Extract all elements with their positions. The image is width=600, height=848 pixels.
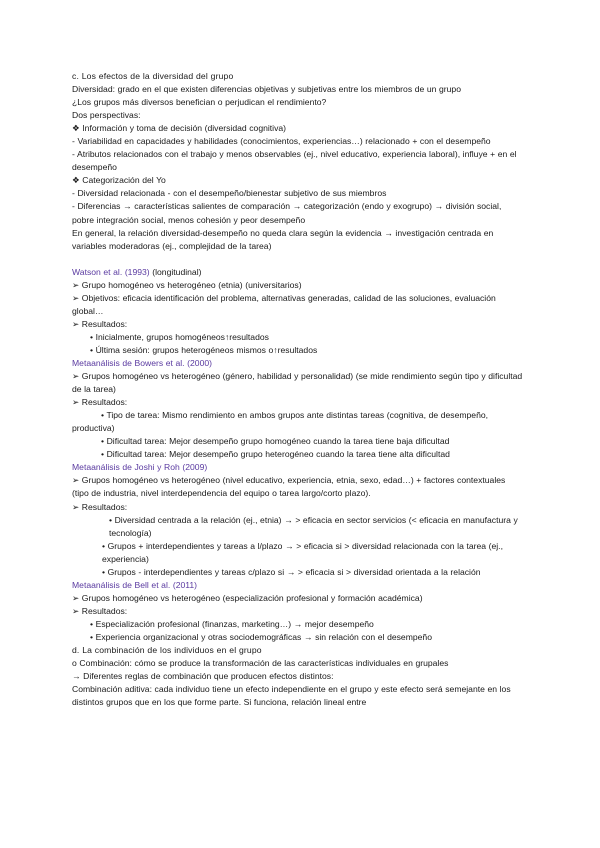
document-page <box>72 70 524 709</box>
text-line <box>72 70 524 83</box>
text-line <box>72 448 524 461</box>
line-text: ¿Los grupos más diversos benefician o perjudican el rendimiento? <box>72 97 327 108</box>
text-line <box>72 501 524 514</box>
reference-heading <box>72 266 524 279</box>
line-text: • Grupos + interdependientes y tareas a l/plazo → > eficacia si > diversidad relacionada con la tarea (ej., experiencia) <box>102 540 503 564</box>
line-text: ➢ Grupos homogéneo vs heterogéneo (nivel educativo, experiencia, etnia, sexo, edad…) + factores contextuales (tipo de industria, nivel interdependencia del equipo o tarea largo/corto plazo). <box>72 475 506 499</box>
text-line <box>72 409 524 422</box>
text-line <box>72 474 524 500</box>
reference-suffix: (longitudinal) <box>149 266 202 277</box>
line-text: - Atributos relacionados con el trabajo y menos observables (ej., nivel educativo, experiencia laboral), influye + en el desempeño <box>72 149 517 173</box>
line-text: • Especialización profesional (finanzas, marketing…) → mejor desempeño <box>90 618 374 629</box>
reference-heading <box>72 357 524 370</box>
line-text: c. Los efectos de la diversidad del grupo <box>72 71 234 81</box>
line-text: Diversidad: grado en el que existen diferencias objetivas y subjetivas entre los miembros de un grupo <box>72 84 461 95</box>
line-text: - Diferencias → características salientes de comparación → categorización (endo y exogrupo) → división social, pobre integración social, menos cohesión y peor desempeño <box>72 201 502 225</box>
text-line <box>72 96 524 109</box>
line-text: Watson et al. (1993) <box>72 266 150 277</box>
line-text: - Variabilidad en capacidades y habilidades (conocimientos, experiencias…) relacionado + con el desempeño <box>72 136 491 147</box>
reference-heading <box>72 461 524 474</box>
text-line <box>72 135 524 148</box>
text-line <box>72 200 524 226</box>
line-text: Dos perspectivas: <box>72 110 141 121</box>
line-text: ➢ Resultados: <box>72 501 128 512</box>
text-line <box>72 683 524 709</box>
text-line <box>72 318 524 331</box>
text-line <box>72 331 524 344</box>
line-text: ➢ Resultados: <box>72 318 128 329</box>
spacer <box>72 253 524 266</box>
text-line <box>72 670 524 683</box>
line-text: → Diferentes reglas de combinación que producen efectos distintos: <box>72 671 334 682</box>
text-line <box>72 174 524 187</box>
text-line <box>72 227 524 253</box>
line-text: Metaanálisis de Joshi y Roh (2009) <box>72 462 208 473</box>
reference-heading <box>72 579 524 592</box>
line-text: ❖ Información y toma de decisión (diversidad cognitiva) <box>72 123 287 134</box>
line-text: productiva) <box>72 423 115 434</box>
text-line <box>72 435 524 448</box>
text-line <box>72 605 524 618</box>
line-text: d. La combinación de los individuos en el grupo <box>72 645 262 656</box>
text-line <box>72 618 524 631</box>
line-text: Metaanálisis de Bell et al. (2011) <box>72 579 198 590</box>
text-line <box>72 109 524 122</box>
text-line <box>72 631 524 644</box>
line-text: ➢ Grupos homogéneo vs heterogéneo (género, habilidad y personalidad) (se mide rendimiento según tipo y dificultad de la tarea) <box>72 371 523 395</box>
text-line <box>72 279 524 292</box>
line-text: ❖ Categorización del Yo <box>72 175 166 186</box>
line-text: ➢ Grupos homogéneo vs heterogéneo (especialización profesional y formación académica) <box>72 592 423 603</box>
text-line <box>72 566 524 579</box>
line-text: • Dificultad tarea: Mejor desempeño grupo heterogéneo cuando la tarea tiene alta dificultad <box>101 449 450 460</box>
text-line <box>72 396 524 409</box>
line-text: • Inicialmente, grupos homogéneos↑resultados <box>90 331 269 342</box>
text-line <box>72 187 524 200</box>
line-text: • Última sesión: grupos heterogéneos mismos o↑resultados <box>90 344 318 355</box>
line-text: En general, la relación diversidad-desempeño no queda clara según la evidencia → investigación centrada en variables moderadoras (ej., complejidad de la tarea) <box>72 227 494 251</box>
text-line <box>72 514 524 540</box>
line-text: • Experiencia organizacional y otras sociodemográficas → sin relación con el desempeño <box>90 631 432 642</box>
text-line <box>72 422 524 435</box>
text-line <box>72 344 524 357</box>
line-text: • Grupos - interdependientes y tareas c/plazo si → > eficacia si > diversidad orientada a la relación <box>102 566 481 577</box>
text-line <box>72 644 524 657</box>
line-text: ➢ Resultados: <box>72 397 128 408</box>
line-text: • Tipo de tarea: Mismo rendimiento en ambos grupos ante distintas tareas (cognitiva, de desempeño, <box>101 410 489 421</box>
line-text: Metaanálisis de Bowers et al. (2000) <box>72 357 213 368</box>
line-text: o Combinación: cómo se produce la transformación de las características individuales en grupales <box>72 658 449 669</box>
text-line <box>72 122 524 135</box>
line-text: Combinación aditiva: cada individuo tiene un efecto independiente en el grupo y este efecto será semejante en los distintos grupos que en los que forme parte. Si funciona, relación lineal entre <box>72 684 511 708</box>
line-text: - Diversidad relacionada - con el desempeño/bienestar subjetivo de sus miembros <box>72 188 387 199</box>
text-line <box>72 148 524 174</box>
text-line <box>72 83 524 96</box>
line-text: ➢ Objetivos: eficacia identificación del problema, alternativas generadas, calidad de las soluciones, evaluación global… <box>72 292 496 316</box>
line-text: • Dificultad tarea: Mejor desempeño grupo homogéneo cuando la tarea tiene baja dificultad <box>101 436 450 447</box>
line-text: ➢ Grupo homogéneo vs heterogéneo (etnia) (universitarios) <box>72 279 302 290</box>
text-line <box>72 370 524 396</box>
line-text: • Diversidad centrada a la relación (ej., etnia) → > eficacia en sector servicios (< eficacia en manufactura y tecnología) <box>109 514 518 538</box>
text-line <box>72 292 524 318</box>
text-line <box>72 657 524 670</box>
text-line <box>72 540 524 566</box>
text-line <box>72 592 524 605</box>
line-text: ➢ Resultados: <box>72 605 128 616</box>
